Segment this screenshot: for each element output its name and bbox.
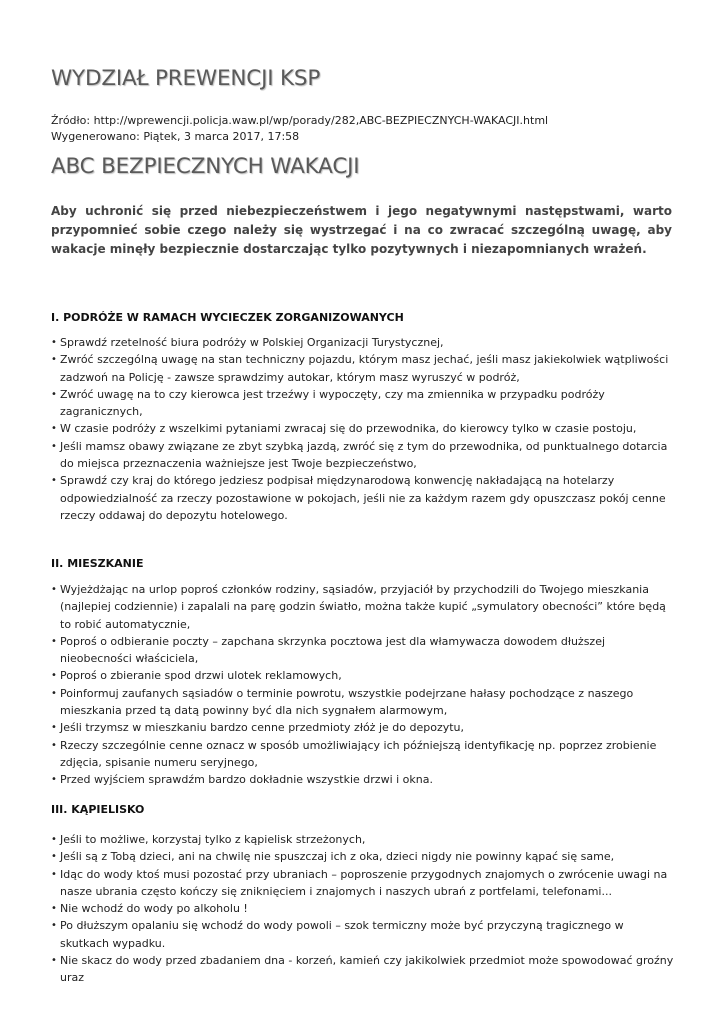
list-item (51, 952, 676, 987)
list-item (51, 771, 676, 788)
list-item (51, 737, 676, 772)
list-item-text: Jeśli mamsz obawy związane ze zbyt szybką jazdą, zwróć się z tym do przewodnika, od punktualnego dotarcia do miejsca przeznaczenia ważniejsze jest Twoje bezpieczeństwo, (60, 439, 668, 471)
list-item-text: Sprawdź czy kraj do którego jedziesz podpisał międzynarodową konwencję nakładającą na hotelarzy odpowiedzialność za rzeczy pozostawione w pokojach, jeśli nie za każdym razem gdy opuszczasz pokój cenne rzeczy oddawaj do depozytu hotelowego. (60, 474, 666, 522)
bullet-icon: • (51, 423, 57, 435)
list-item-text: Poproś o zbieranie spod drzwi ulotek reklamowych, (60, 669, 342, 683)
list-item-text: Jeśli trzymsz w mieszkaniu bardzo cenne przedmioty złóż je do depozytu, (60, 721, 465, 735)
list-item (51, 719, 676, 736)
bullet-icon: • (51, 903, 57, 915)
bullet-icon: • (51, 337, 57, 348)
bullet-icon: • (51, 354, 57, 366)
bullet-icon: • (51, 774, 57, 786)
list-item-text: Jeśli to możliwe, korzystaj tylko z kąpielisk strzeżonych, (60, 833, 366, 846)
list-item (51, 334, 676, 351)
list-item (51, 685, 676, 720)
bullet-icon: • (51, 388, 57, 400)
article-lead: Aby uchronić się przed niebezpieczeństwem i jego negatywnymi następstwami, warto przypomnieć sobie czego należy się wystrzegać i na co zwracać szczególną uwagę, aby wakacje minęły bezpiecznie dostarczając tylko pozytywnych i niezapomnianych wrażeń. (51, 204, 672, 256)
list-item-text: Przed wyjściem sprawdźm bardzo dokładnie wszystkie drzwi i okna. (60, 773, 433, 787)
document-meta (51, 113, 548, 145)
list-item (51, 917, 676, 952)
bullet-icon: • (51, 440, 57, 452)
list-item-text: Po dłuższym opalaniu się wchodź do wody powoli – szok termiczny może być przyczyną tragicznego w skutkach wypadku. (60, 919, 624, 950)
list-item (51, 438, 676, 473)
list-item-text: Zwróć uwagę na to czy kierowca jest trzeźwy i wypoczęty, czy ma zmiennika w przypadku podróży zagranicznych, (60, 387, 605, 419)
bullet-list (51, 334, 676, 524)
list-item-text: Poinformuj zaufanych sąsiadów o terminie powrotu, wszystkie podejrzane hałasy pochodzące z naszego mieszkania przed tą datą powinny być dla nich sygnałem alarmowym, (60, 686, 634, 718)
bullet-list (51, 581, 676, 789)
list-item-text: Zwróć szczególną uwagę na stan techniczny pojazdu, którym masz jechać, jeśli masz jakiekolwiek wątpliwości zadzwoń na Policję - zawsze sprawdzimy autokar, którym masz wyruszyć w podróż, (60, 353, 669, 384)
list-item (51, 831, 676, 848)
bullet-icon: • (51, 635, 57, 647)
bullet-icon: • (51, 955, 57, 967)
section-heading: II. MIESZKANIE (51, 557, 144, 570)
list-item (51, 351, 676, 386)
list-item-text: Nie wchodź do wody po alkoholu ! (60, 902, 248, 916)
generated-line: Wygenerowano: Piątek, 3 marca 2017, 17:58 (51, 130, 300, 143)
bullet-list (51, 831, 676, 987)
bullet-icon: • (51, 739, 57, 751)
bullet-icon: • (51, 851, 57, 863)
list-item (51, 386, 676, 421)
list-item-text: Nie skacz do wody przed zbadaniem dna - korzeń, kamień czy jakikolwiek przedmiot może spowodować groźny uraz (60, 954, 674, 985)
list-item-text: Sprawdź rzetelność biura podróży w Polskiej Organizacji Turystycznej, (60, 336, 444, 349)
bullet-icon: • (51, 834, 57, 845)
bullet-icon: • (51, 475, 57, 487)
bullet-icon: • (51, 868, 57, 880)
section-heading: I. PODRÓŻE W RAMACH WYCIECZEK ZORGANIZOWANYCH (51, 311, 404, 324)
bullet-icon: • (51, 722, 57, 734)
section-heading: III. KĄPIELISKO (51, 803, 145, 816)
list-item (51, 900, 676, 917)
list-item (51, 633, 676, 668)
list-item-text: W czasie podróży z wszelkimi pytaniami zwracaj się do przewodnika, do kierowcy tylko w czasie postoju, (60, 422, 637, 436)
list-item (51, 667, 676, 684)
list-item-text: Rzeczy szczególnie cenne oznacz w sposób umożliwiający ich późniejszą identyfikację np. poprzez zrobienie zdjęcia, spisanie numeru seryjnego, (60, 738, 657, 769)
list-item (51, 472, 676, 524)
list-item-text: Idąc do wody ktoś musi pozostać przy ubraniach – poproszenie przygodnych znajomych o zwrócenie uwagi na nasze ubrania często kończy się zniknięciem i znajomych i naszych ubrań z portfelami, telefonami... (60, 867, 668, 898)
list-item (51, 420, 676, 437)
article-title: ABC BEZPIECZNYCH WAKACJI (51, 154, 360, 179)
list-item-text: Jeśli są z Tobą dzieci, ani na chwilę nie spuszczaj ich z oka, dzieci nigdy nie powinny kąpać się same, (60, 850, 615, 864)
bullet-icon: • (51, 687, 57, 699)
list-item (51, 581, 676, 633)
site-title: WYDZIAŁ PREWENCJI KSP (51, 66, 321, 91)
list-item-text: Poproś o odbieranie poczty – zapchana skrzynka pocztowa jest dla włamywacza dowodem dłuższej nieobecności właściciela, (60, 634, 606, 666)
bullet-icon: • (51, 584, 57, 595)
list-item (51, 866, 676, 901)
source-line: Źródło: http://wprewencji.policja.waw.pl/wp/porady/282,ABC-BEZPIECZNYCH-WAKACJI.html (51, 114, 549, 127)
list-item (51, 848, 676, 865)
list-item-text: Wyjeżdżając na urlop poproś członków rodziny, sąsiadów, przyjaciół by przychodzili do Twojego mieszkania (najlepiej codziennie) i zapalali na parę godzin światło, można także kupić „symulatory obecności” które będą to robić automatycznie, (60, 583, 666, 631)
bullet-icon: • (51, 920, 57, 932)
bullet-icon: • (51, 670, 57, 682)
